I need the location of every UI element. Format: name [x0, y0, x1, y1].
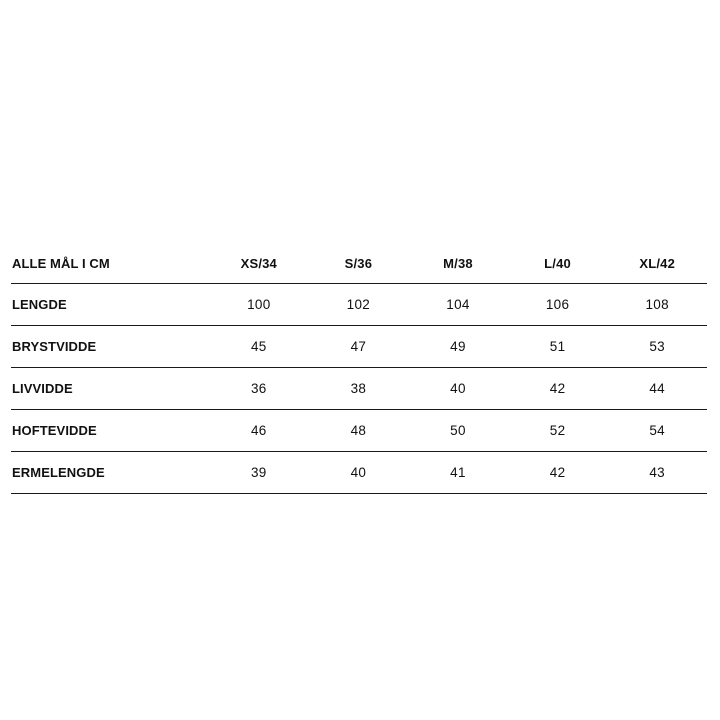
header-row: [11, 243, 707, 284]
size-header-s: S/36: [309, 243, 409, 284]
size-header-m: M/38: [408, 243, 508, 284]
size-chart-table: [11, 243, 707, 494]
table-cell: 51: [508, 326, 608, 368]
table-cell: 38: [309, 368, 409, 410]
table-cell: 108: [607, 284, 707, 326]
table-cell: 104: [408, 284, 508, 326]
row-label: LIVVIDDE: [11, 368, 209, 410]
table-cell: 106: [508, 284, 608, 326]
row-label: LENGDE: [11, 284, 209, 326]
table-cell: 44: [607, 368, 707, 410]
size-header-xs: XS/34: [209, 243, 309, 284]
table-row-hoftevidde: [11, 410, 707, 452]
table-cell: 39: [209, 452, 309, 494]
table-cell: 100: [209, 284, 309, 326]
table-cell: 41: [408, 452, 508, 494]
table-cell: 47: [309, 326, 409, 368]
table-cell: 46: [209, 410, 309, 452]
table-row-ermelengde: [11, 452, 707, 494]
table-cell: 42: [508, 452, 608, 494]
table-cell: 42: [508, 368, 608, 410]
table-row-lengde: [11, 284, 707, 326]
table-cell: 43: [607, 452, 707, 494]
table-cell: 40: [408, 368, 508, 410]
table-row-brystvidde: [11, 326, 707, 368]
table-cell: 36: [209, 368, 309, 410]
row-label: BRYSTVIDDE: [11, 326, 209, 368]
size-header-xl: XL/42: [607, 243, 707, 284]
size-header-l: L/40: [508, 243, 608, 284]
table-cell: 53: [607, 326, 707, 368]
table-cell: 52: [508, 410, 608, 452]
row-label: ERMELENGDE: [11, 452, 209, 494]
table-row-livvidde: [11, 368, 707, 410]
table-cell: 45: [209, 326, 309, 368]
table-cell: 40: [309, 452, 409, 494]
table-cell: 54: [607, 410, 707, 452]
row-label: HOFTEVIDDE: [11, 410, 209, 452]
table-cell: 48: [309, 410, 409, 452]
table-cell: 102: [309, 284, 409, 326]
table-cell: 50: [408, 410, 508, 452]
table-cell: 49: [408, 326, 508, 368]
units-label: ALLE MÅL I CM: [11, 243, 209, 284]
